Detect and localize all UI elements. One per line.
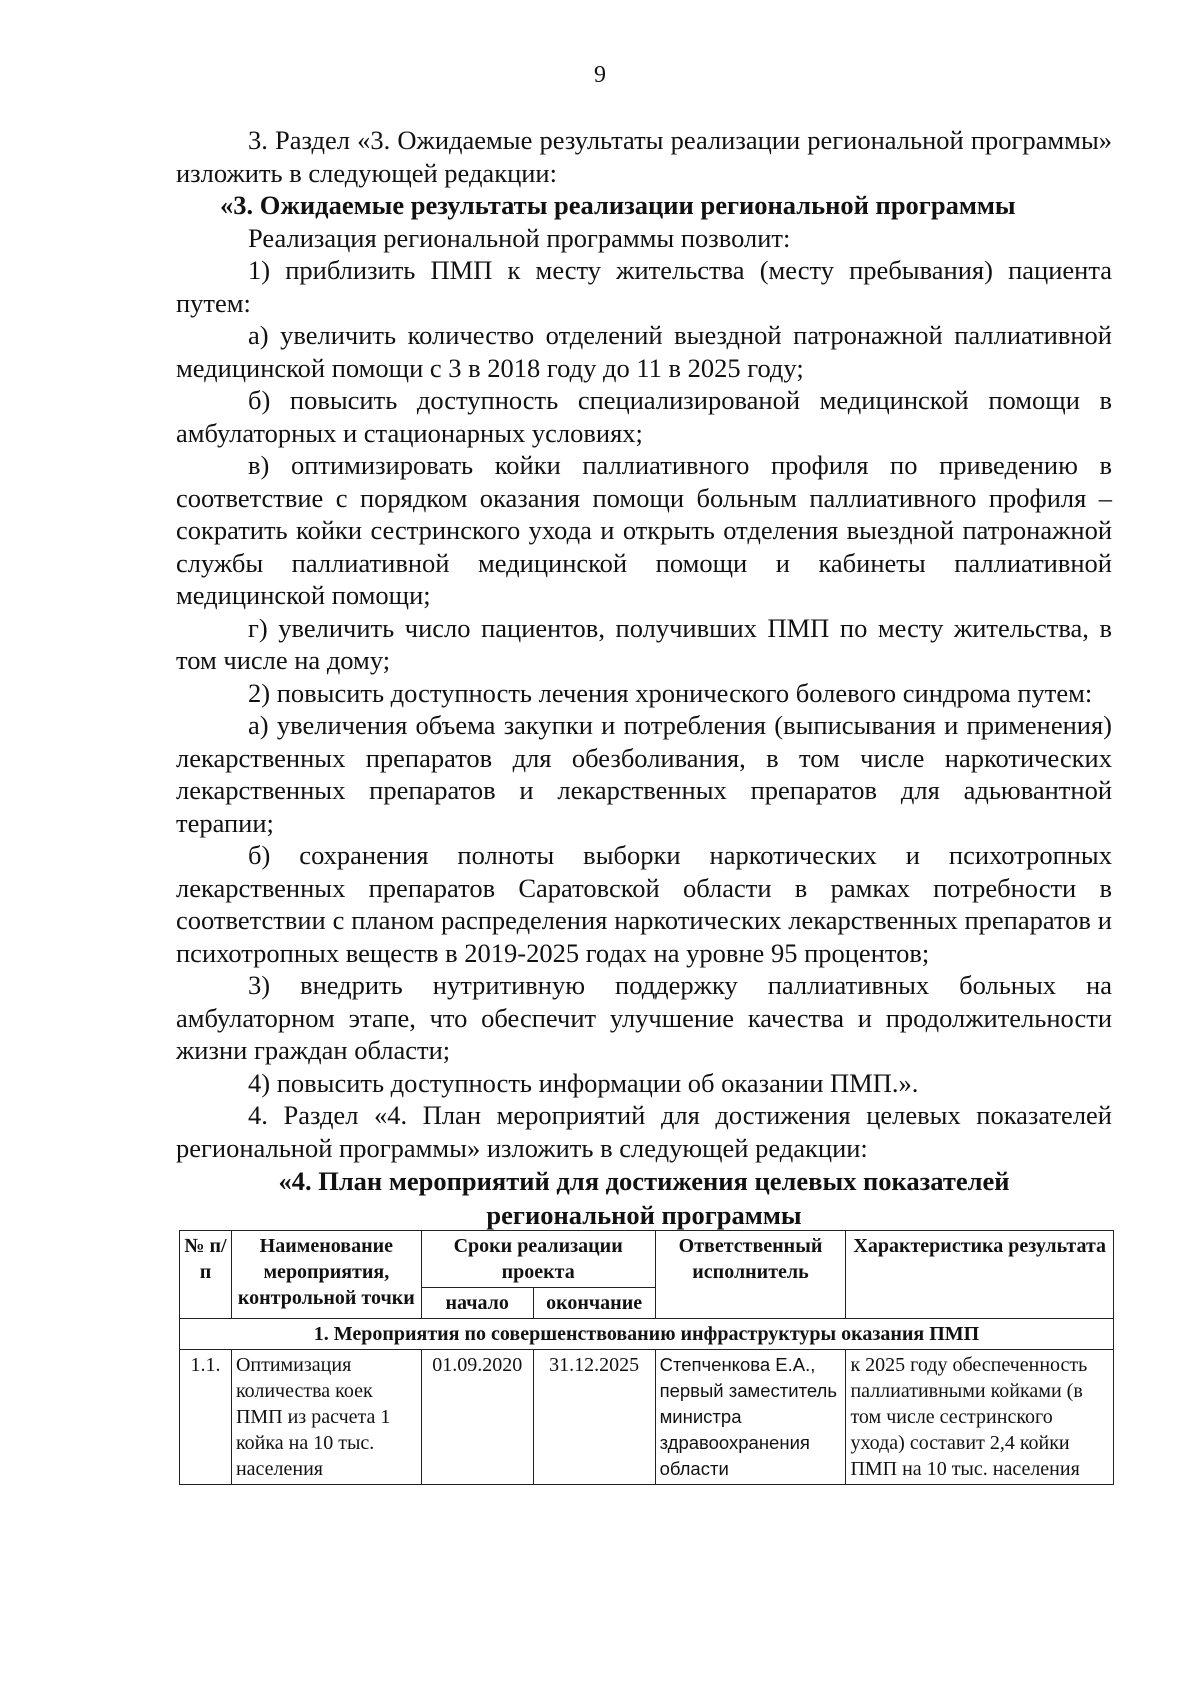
heading-section-4-line-2: региональной программы bbox=[486, 1200, 802, 1230]
row-activity-name: Оптимизация количества коек ПМП из расчета 1 койка на 10 тыс. населения bbox=[231, 1350, 421, 1485]
paragraph-item-3: 3) внедрить нутритивную поддержку паллиативных больных на амбулаторном этапе, что обеспечит улучшение качества и продолжительности жизни граждан области; bbox=[176, 970, 1112, 1065]
row-number: 1.1. bbox=[180, 1350, 232, 1485]
paragraph-item-2: 2) повысить доступность лечения хронического болевого синдрома путем: bbox=[248, 677, 1093, 708]
table-header-row bbox=[180, 1231, 1114, 1288]
paragraph-item-1b: б) повысить доступность специализированой медицинской помощи в амбулаторных и стационарных условиях; bbox=[176, 385, 1112, 448]
header-end: окончание bbox=[533, 1288, 655, 1319]
paragraph-section-4-instruction: 4. Раздел «4. План мероприятий для достижения целевых показателей региональной программы» изложить в следующей редакции: bbox=[176, 1100, 1112, 1163]
paragraph-item-1v: в) оптимизировать койки паллиативного профиля по приведению в соответствие с порядком оказания помощи больным паллиативного профиля – сократить койки сестринского ухода и открыть отделения выездной патронажной службы паллиативной медицинской помощи и кабинеты паллиативной медицинской помощи; bbox=[176, 450, 1112, 610]
header-start: начало bbox=[421, 1288, 533, 1319]
header-number: № п/п bbox=[180, 1231, 232, 1319]
paragraph-item-4: 4) повысить доступность информации об оказании ПМП.». bbox=[248, 1067, 919, 1098]
table-section-row bbox=[180, 1319, 1114, 1350]
table-row bbox=[180, 1350, 1114, 1485]
heading-section-4-line-1: «4. План мероприятий для достижения целевых показателей bbox=[278, 1166, 1010, 1196]
document-body bbox=[176, 124, 1112, 1232]
paragraph-section-3-instruction: 3. Раздел «3. Ожидаемые результаты реализации региональной программы» изложить в следующей редакции: bbox=[176, 125, 1112, 188]
paragraph-item-2b: б) сохранения полноты выборки наркотических и психотропных лекарственных препаратов Саратовской области в рамках потребности в соответствии с планом распределения наркотических лекарственных препаратов и психотропных веществ в 2019-2025 годах на уровне 95 процентов; bbox=[176, 840, 1112, 968]
header-activity-name: Наименование мероприятия, контрольной точки bbox=[231, 1231, 421, 1319]
page-number: 9 bbox=[594, 62, 606, 88]
paragraph-item-1g: г) увеличить число пациентов, получивших ПМП по месту жительства, в том числе на дому; bbox=[176, 612, 1112, 675]
paragraph-item-2a: а) увеличения объема закупки и потребления (выписывания и применения) лекарственных препаратов для обезболивания, в том числе наркотических лекарственных препаратов и лекарственных препаратов для адьювантной терапии; bbox=[176, 710, 1112, 838]
plan-table bbox=[179, 1230, 1114, 1485]
section-title: 1. Мероприятия по совершенствованию инфраструктуры оказания ПМП bbox=[180, 1319, 1114, 1350]
row-responsible: Степченкова Е.А., первый заместитель министра здравоохранения области bbox=[655, 1350, 846, 1485]
header-result: Характеристика результата bbox=[846, 1231, 1114, 1319]
header-period: Сроки реализации проекта bbox=[421, 1231, 655, 1288]
heading-section-3: «3. Ожидаемые результаты реализации региональной программы bbox=[220, 190, 1016, 220]
row-start-date: 01.09.2020 bbox=[421, 1350, 533, 1485]
row-result: к 2025 году обеспеченность паллиативными койками (в том числе сестринского ухода) составит 2,4 койки ПМП на 10 тыс. населения bbox=[846, 1350, 1114, 1485]
row-end-date: 31.12.2025 bbox=[533, 1350, 655, 1485]
paragraph-item-1: 1) приблизить ПМП к месту жительства (месту пребывания) пациента путем: bbox=[176, 255, 1112, 318]
header-responsible: Ответственный исполнитель bbox=[655, 1231, 846, 1319]
paragraph-intro: Реализация региональной программы позволит: bbox=[248, 222, 791, 253]
paragraph-item-1a: а) увеличить количество отделений выездной патронажной паллиативной медицинской помощи с 3 в 2018 году до 11 в 2025 году; bbox=[176, 320, 1112, 383]
